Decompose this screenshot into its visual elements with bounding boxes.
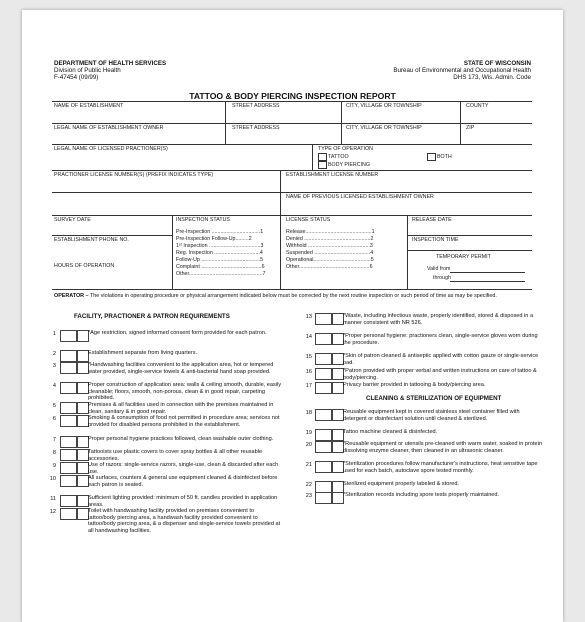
checklist-item-text: *Handwashing facilities convenient to the application area, hot or tempered water provided, single-service towels & anti-bacterial hand soap provided. [88,362,274,375]
item-number: 23 [305,493,312,499]
item-number: 4 [52,383,56,389]
item-number: 12 [49,509,56,515]
violation-checkbox[interactable] [60,330,77,342]
street-address-2-label: STREET ADDRESS [232,125,280,131]
violation-checkbox[interactable] [60,508,77,520]
inspection-status-item: Reg. Inspection ...............................4 [176,250,263,256]
checklist-item-text: *Skin of patron cleaned & antiseptic applied with cotton gauze or single-service pad. [343,353,539,366]
violation-checkbox[interactable] [60,382,77,394]
checklist-item-text: Establishment separate from living quarters. [88,350,198,356]
valid-from-line [450,272,525,273]
type-operation-label: TYPE OF OPERATION [318,146,373,152]
license-status-item: Suspended ......................................4 [286,250,374,256]
checklist-item-text: Proper construction of application area: walls & ceiling smooth, durable, easily cleanable; floors, smooth, non-porous, clean & in good repair, carpeting prohibited. [88,382,282,402]
item-number: 17 [305,383,312,389]
checklist-item-text: Proper personal hygiene practices followed, clean washable outer clothing. [88,436,274,442]
inspection-status-item: Pre-Inspection .................................1 [176,229,264,235]
division-name: Division of Public Health [54,67,121,74]
dept-name: DEPARTMENT OF HEALTH SERVICES [54,60,167,67]
item-number: 1 [52,331,56,337]
grid-line [341,123,342,144]
admin-code: DHS 173, Wis. Admin. Code [453,74,531,81]
item-number: 22 [305,482,312,488]
item-number: 6 [52,416,56,422]
checklist-item-text: Sterilized equipment properly labeled & stored. [343,481,459,487]
legal-practitioner-label: LEGAL NAME OF LICENSED PRACTIONER(S) [54,146,168,152]
state-name: STATE OF WISCONSIN [463,60,531,67]
checklist-item-text: Toilet with handwashing facility provided on premises convenient to tattoo/body piercing area, a handwash facility provided convenient to tattoo/body piercing area, & a dispenser and single-service towels provided at all handwashing facilities. [88,508,281,534]
item-number: 14 [305,334,312,340]
violation-checkbox[interactable] [315,492,332,504]
violation-checkbox[interactable] [315,441,332,453]
checklist-item-text: *Sterilization records including spore tests properly maintained. [343,492,500,498]
inspection-status-item: Complaint .........................................6 [176,264,265,270]
city-label: CITY, VILLAGE OR TOWNSHIP [346,103,422,109]
street-address-label: STREET ADDRESS [232,103,280,109]
phone-label: ESTABLISHMENT PHONE NO. [54,237,129,243]
item-number: 20 [305,442,312,448]
temporary-permit-label: TEMPORARY PERMIT [436,254,491,260]
survey-date-label: SURVEY DATE [54,217,91,223]
violation-checkbox[interactable] [60,462,77,474]
checklist-item-text: Tattooists use plastic covers to cover spray bottles & all other reusable accessories. [88,449,263,462]
item-number: 8 [52,450,56,456]
cleaning-section-heading: CLEANING & STERILIZATION OF EQUIPMENT [366,395,502,402]
checklist-item-text: Sufficient lighting provided: minimum of 50 ft. candles provided in application areas. [88,495,278,508]
checklist-item-text: *Reusable equipment or utensils pre-cleaned with warm water, soaked in protein dissolving enzyme cleaner, then cleaned in an ultrasonic cleaner. [343,441,542,454]
item-number: 21 [305,462,312,468]
item-number: 18 [305,410,312,416]
violation-checkbox[interactable] [315,313,332,325]
facility-section-heading: FACILITY, PRACTIONER & PATRON REQUIREMENTS [74,313,230,320]
inspection-status-item: 1ˢᵗ Inspection ...................................3 [176,243,264,249]
through-label: through [433,275,451,281]
violation-checkbox[interactable] [60,449,77,461]
grid-line [407,250,532,251]
item-number: 16 [305,369,312,375]
item-number: 15 [305,354,312,360]
grid-line [460,101,461,123]
violation-checkbox[interactable] [60,350,77,362]
zip-label: ZIP [466,125,475,131]
violation-checkbox[interactable] [315,353,332,365]
item-number: 9 [52,463,56,469]
checklist-item-text: Tattoo machine cleaned & disinfected. [343,429,438,435]
inspection-status-label: INSPECTION STATUS [176,217,230,223]
checklist-item-text: *Waste, including infectious waste, properly identified, stored & disposed in a manner consistent with NR 526. [343,313,534,326]
grid-line [460,123,461,144]
violation-checkbox[interactable] [315,382,332,394]
inspection-status-item: Pre-Inspection Follow-Up.........2 [176,236,252,242]
grid-line [52,170,532,171]
body-piercing-label: BODY PIERCING [328,162,370,168]
grid-line [225,123,226,144]
operator-notice: OPERATOR – The violations in operating procedure or physical arrangement indicated below must be corrected by the next routine inspection or such period of time as may be specified. [54,293,497,299]
previous-owner-label: NAME OF PREVIOUS LICENSED ESTABLISHMENT OWNER [286,194,434,200]
inspection-form-page [22,10,563,622]
through-line [450,281,525,282]
grid-line [52,215,532,216]
violation-checkbox[interactable] [315,429,332,441]
grid-line [172,215,173,289]
grid-line [52,235,172,236]
city-2-label: CITY, VILLAGE OR TOWNSHIP [346,125,422,131]
item-number: 5 [52,403,56,409]
license-numbers-label: PRACTIONER LICENSE NUMBER(S) (PREFIX INDICATES TYPE) [54,172,214,178]
inspection-time-label: INSPECTION TIME [412,237,459,243]
grid-line [52,144,532,145]
inspection-status-item: Follow-Up ........................................5 [176,257,264,263]
county-label: COUNTY [466,103,489,109]
checklist-item-text: Use of razors: single-service razors, single-use, clean & discarded after each use. [88,462,279,475]
both-checkbox[interactable] [427,153,436,161]
item-number: 2 [52,351,56,357]
violation-checkbox[interactable] [315,333,332,345]
grid-line [280,170,281,215]
checklist-item-text: *Sterilization procedures follow manufacturer's instructions, heat sensitive tape used for each batch, autoclave spore tested monthly. [343,461,538,474]
name-establishment-label: NAME OF ESTABLISHMENT [54,103,124,109]
license-status-item: Operational.......................................5 [286,257,374,263]
grid-line [225,101,226,123]
grid-line [312,144,313,170]
release-date-label: RELEASE DATE [412,217,452,223]
item-number: 13 [305,314,312,320]
violation-checkbox[interactable] [315,368,332,380]
inspection-status-item: Other..................................................7 [176,271,266,277]
checklist-item-text: Privacy barrier provided in tattooing & body/piercing area. [343,382,486,388]
violation-checkbox[interactable] [60,415,77,427]
establishment-license-label: ESTABLISHMENT LICENSE NUMBER [286,172,379,178]
item-number: 3 [52,363,56,369]
violation-checkbox[interactable] [315,409,332,421]
tattoo-label: TATTOO [328,154,349,160]
grid-line [52,289,532,290]
item-number: 7 [52,437,56,443]
violation-checkbox[interactable] [315,461,332,473]
item-number: 19 [305,430,312,436]
body-piercing-checkbox[interactable] [318,161,327,169]
hours-label: HOURS OF OPERATION [54,263,115,269]
license-status-item: Release.............................................1 [286,229,375,235]
grid-line [407,235,532,236]
violation-checkbox[interactable] [60,475,77,487]
violation-checkbox[interactable] [60,436,77,448]
violation-checkbox[interactable] [60,495,77,507]
grid-line [52,192,532,193]
license-status-item: Denied .............................................2 [286,236,374,242]
checklist-item-text: Smoking & consumption of food not permitted in procedure area; services not provided for disabled persons prohibited in the establishment. [88,415,280,428]
checklist-item-text: *Age restriction, signed informed consent form provided for each patron. [88,330,267,336]
violation-checkbox[interactable] [60,402,77,414]
grid-line [407,215,408,289]
page-title: TATTOO & BODY PIERCING INSPECTION REPORT [189,91,396,101]
license-status-item: Withhold ..........................................3 [286,243,373,249]
checklist-item-text: *Patron provided with proper verbal and written instructions on care of tattoo & body/piercing. [343,368,537,381]
checklist-item-text: Reusable equipment kept in covered stainless steel container filled with detergent or disinfectant solution until cleaned & sterilized. [343,409,520,422]
legal-owner-label: LEGAL NAME OF ESTABLISHMENT OWNER [54,125,164,131]
bureau-name: Bureau of Environmental and Occupational Health [393,67,531,74]
grid-line [280,215,281,289]
both-label: BOTH [437,154,452,160]
license-status-label: LICENSE STATUS [286,217,331,223]
checklist-item-text: *Proper personal hygiene: practioners clean, single-service gloves worn during the procedure. [343,333,538,346]
checklist-item-text: Premises & all facilities used in connection with the premises maintained in clean, sanitary & in good repair. [88,402,274,415]
tattoo-checkbox[interactable] [318,153,327,161]
item-number: 10 [49,476,56,482]
form-number: F-47454 (09/99) [54,74,99,81]
grid-line [341,101,342,123]
checklist-item-text: All surfaces, counters & general use equipment cleaned & disinfected before each patron is seated. [88,475,278,488]
item-number: 11 [50,496,56,502]
license-status-item: Other................................................6 [286,264,373,270]
violation-checkbox[interactable] [60,362,77,374]
valid-from-label: Valid from [427,266,451,272]
